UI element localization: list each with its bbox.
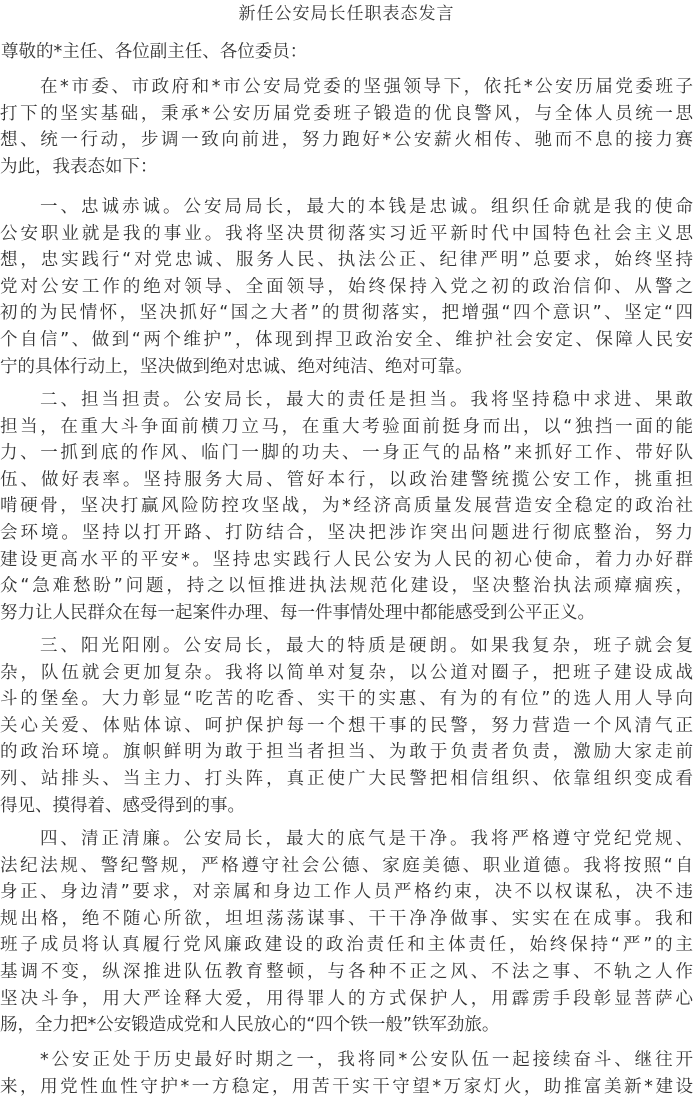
text-line: 会环境。坚持以打开路、打防结合，坚决把涉诈突出问题进行彻底整治，努力 <box>0 522 693 543</box>
text-line: 列、站排头、当主力、打头阵，真正使广大民警把相信组织、依靠组织变成看 <box>0 768 693 789</box>
text-line: 规出格，绝不随心所欲，坦坦荡荡谋事、干干净净做事、实实在在成事。我和 <box>0 908 693 929</box>
text-line: 啃硬骨，坚决打赢风险防控攻坚战，为*经济高质量发展营造安全稳定的政治社 <box>0 496 693 517</box>
text-line: 建设更高水平的平安*。坚持忠实践行人民公安为人民的初心使命，着力办好群 <box>0 549 693 570</box>
text-line: 基调不变，纵深推进队伍教育整顿，与各种不正之风、不法之事、不轨之人作 <box>0 961 693 982</box>
paragraph-closing <box>0 1047 693 1100</box>
paragraph-loyalty <box>0 194 693 380</box>
text-line: 在*市委、市政府和*市公安局党委的坚强领导下，依托*公安历届党委班子 <box>40 77 693 97</box>
text-line: 公安职业就是我的事业。我将坚决贯彻落实习近平新时代中国特色社会主义思 <box>0 223 693 244</box>
text-line: 伍、做好表率。坚持服务大局、管好本行，以政治建警统揽公安工作，挑重担 <box>0 469 693 490</box>
text-line: 得见、摸得着、感受得到的事。 <box>0 795 245 816</box>
text-line: 肠，全力把*公安锻造成党和人民放心的“四个铁一般”铁军劲旅。 <box>0 1015 500 1036</box>
paragraph-intro <box>0 74 693 180</box>
text-line: 想、统一行动，步调一致向前进，努力跑好*公安薪火相传、驰而不息的接力赛 <box>0 130 693 151</box>
text-line: 打下的坚实基础，秉承*公安历届党委班子锻造的优良警风，与全体人员统一思 <box>0 103 693 124</box>
text-line: 宁的具体行动上，坚决做到绝对忠诚、绝对纯洁、绝对可靠。 <box>0 356 473 377</box>
paragraph-sunshine <box>0 633 693 819</box>
text-line: 斗的堡垒。大力彰显“吃苦的吃香、实干的实惠、有为的有位”的选人用人导向 <box>0 689 693 710</box>
text-line: 杂，队伍就会更加复杂。我将以简单对复杂，以公道对圈子，把班子建设成战 <box>0 662 693 683</box>
text-line: 四、清正清廉。公安局长，最大的底气是干净。我将严格遵守党纪党规、 <box>40 829 693 849</box>
text-line: 初的为民情怀，坚决抓好“国之大者”的贯彻落实，把增强“四个意识”、坚定“四 <box>0 303 693 324</box>
text-line: 关心关爱、体贴体谅、呵护保护每一个想干事的民警，努力营造一个风清气正 <box>0 715 693 736</box>
text-line: 坚决斗争，用大严诠释大爱，用得罪人的方式保护人，用霹雳手段彰显菩萨心 <box>0 988 693 1009</box>
text-line: 三、阳光阳刚。公安局长，最大的特质是硬朗。如果我复杂，班子就会复 <box>40 636 693 656</box>
text-line: 党对公安工作的绝对领导、全面领导，始终保持入党之初的政治信仰、从警之 <box>0 276 693 297</box>
text-line: *公安正处于历史最好时期之一，我将同*公安队伍一起接续奋斗、继往开 <box>40 1050 693 1070</box>
text-line: 想，忠实践行“对党忠诚、服务人民、执法公正、纪律严明”总要求，始终坚持 <box>0 250 693 271</box>
paragraph-integrity <box>0 826 693 1039</box>
text-line: 努力让人民群众在每一起案件办理、每一件事情处理中都能感受到公平正义。 <box>0 602 595 623</box>
text-line: 担当，在重大斗争面前横刀立马，在重大考验面前挺身而出，以“独挡一面的能 <box>0 416 693 437</box>
paragraph-responsibility <box>0 387 693 626</box>
text-line: 为此，我表态如下： <box>0 156 158 177</box>
text-line: 来，用党性血性守护*一方稳定，用苦干实干守望*万家灯火，助推富美新*建设 <box>0 1076 693 1097</box>
text-line: 个自信”、做到“两个维护”，体现到捍卫政治安全、维护社会安定、保障人民安 <box>0 329 693 350</box>
salutation: 尊敬的*主任、各位副主任、各位委员： <box>1 42 308 62</box>
text-line: 的政治环境。旗帜鲜明为敢于担当者担当、为敢于负责者负责，激励大家走前 <box>0 742 693 763</box>
text-line: 二、担当担责。公安局长，最大的责任是担当。我将坚持稳中求进、果敢 <box>40 390 693 410</box>
text-line: 众“急难愁盼”问题，持之以恒推进执法规范化建设，坚决整治执法顽瘴痼疾， <box>0 576 693 597</box>
text-line: 法纪法规、警纪警规，严格遵守社会公德、家庭美德、职业道德。我将按照“自 <box>0 855 693 876</box>
text-line: 身正、身边清”要求，对亲属和身边工作人员严格约束，决不以权谋私，决不违 <box>0 882 693 903</box>
document-title: 新任公安局长任职表态发言 <box>238 4 455 24</box>
text-line: 班子成员将认真履行党风廉政建设的政治责任和主体责任，始终保持“严”的主 <box>0 935 693 956</box>
text-line: 力、一抓到底的作风、临门一脚的功夫、一身正气的品格”来抓好工作、带好队 <box>0 443 693 464</box>
text-line: 一、忠诚赤诚。公安局局长，最大的本钱是忠诚。组织任命就是我的使命 <box>40 197 693 217</box>
